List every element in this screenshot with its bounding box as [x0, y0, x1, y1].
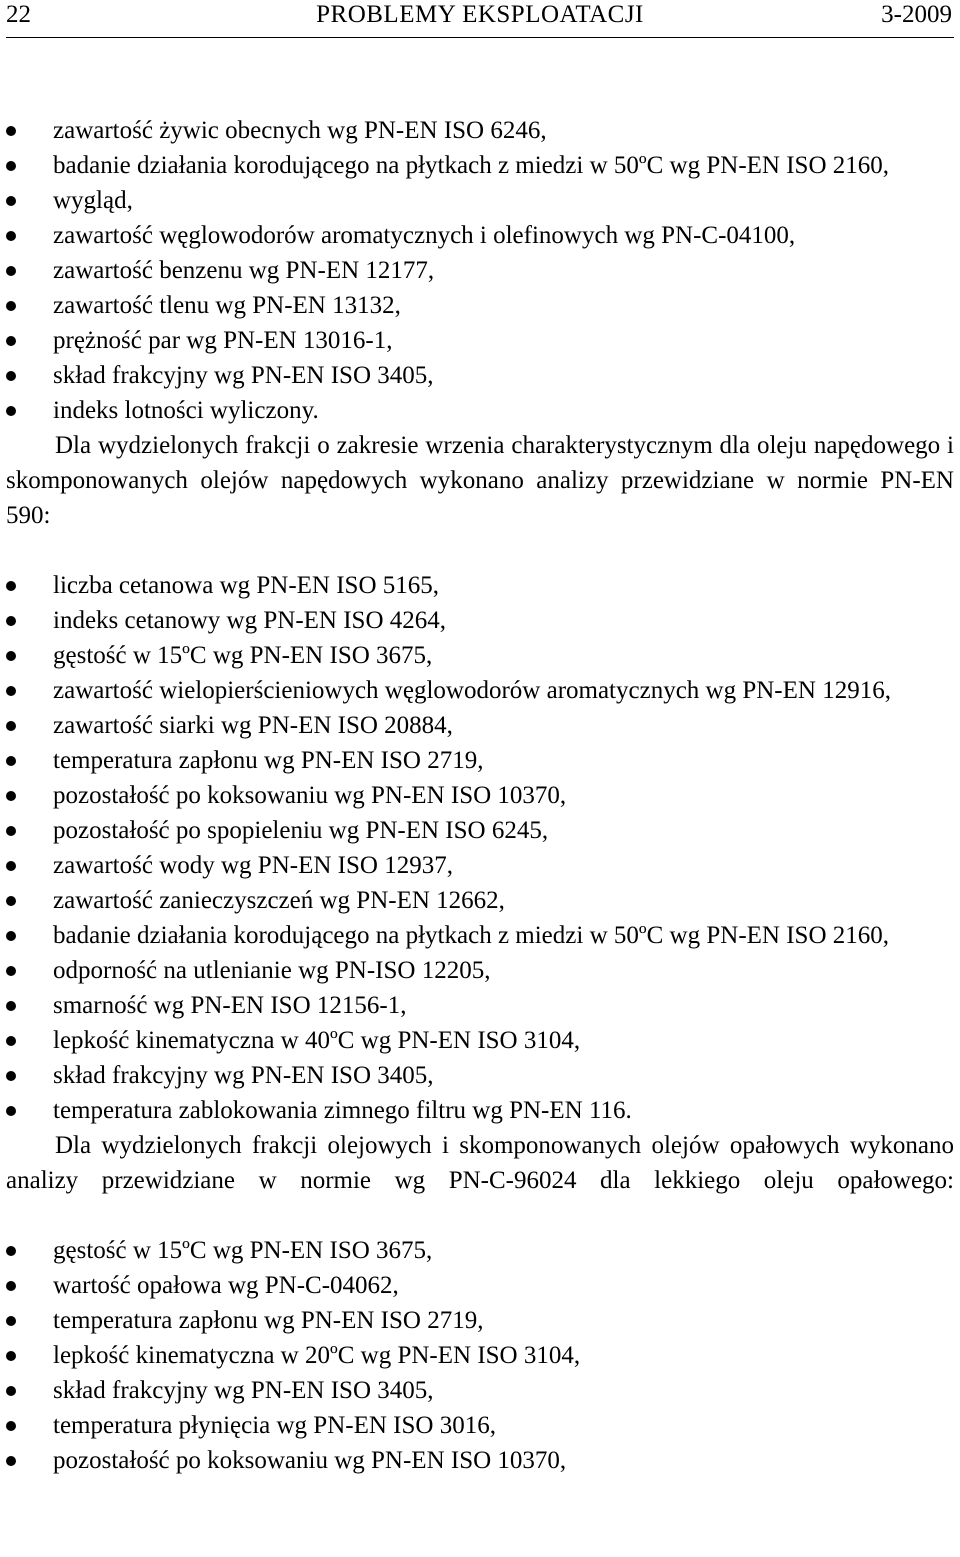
list-item	[6, 638, 954, 673]
list-item	[6, 1443, 954, 1478]
bullet-icon	[6, 616, 16, 626]
bullet-icon	[6, 861, 16, 871]
list-item-text: zawartość siarki wg PN-EN ISO 20884,	[53, 712, 453, 739]
list-item-text: gęstość w 15ºC wg PN-EN ISO 3675,	[53, 1237, 433, 1264]
list-item-text: temperatura płynięcia wg PN-EN ISO 3016,	[53, 1412, 496, 1439]
list-item	[6, 1303, 954, 1338]
list-item-text: smarność wg PN-EN ISO 12156-1,	[53, 992, 407, 1019]
list-item-text: zawartość wielopierścieniowych węglowodorów aromatycznych wg PN-EN 12916,	[53, 677, 891, 704]
list-item	[6, 1058, 954, 1093]
list-item-text: lepkość kinematyczna w 40ºC wg PN-EN ISO 3104,	[53, 1027, 581, 1054]
list-item	[6, 1338, 954, 1373]
bullet-icon	[6, 581, 16, 591]
list-item-text: lepkość kinematyczna w 20ºC wg PN-EN ISO 3104,	[53, 1342, 581, 1369]
bullet-icon	[6, 686, 16, 696]
bullet-icon	[6, 1246, 16, 1256]
list-item-text: skład frakcyjny wg PN-EN ISO 3405,	[53, 1062, 434, 1089]
page-number: 22	[6, 1, 31, 28]
bullet-icon	[6, 1281, 16, 1291]
heating-oil-tests-list	[6, 1233, 954, 1478]
list-item-text: gęstość w 15ºC wg PN-EN ISO 3675,	[53, 642, 433, 669]
list-item	[6, 1233, 954, 1268]
list-item-text: pozostałość po spopieleniu wg PN-EN ISO 6245,	[53, 817, 549, 844]
bullet-icon	[6, 1456, 16, 1466]
bullet-icon	[6, 301, 16, 311]
diesel-tests-list	[6, 568, 954, 1128]
bullet-icon	[6, 266, 16, 276]
list-item-text: wygląd,	[53, 187, 133, 214]
bullet-icon	[6, 161, 16, 171]
list-item	[6, 393, 954, 428]
diesel-paragraph: Dla wydzielonych frakcji o zakresie wrzenia charakterystycznym dla oleju napędowego i skomponowanych olejów napędowych wykonano analizy przewidziane w normie PN-EN 590:	[6, 432, 954, 529]
list-item	[6, 113, 954, 148]
list-item-text: zawartość węglowodorów aromatycznych i olefinowych wg PN-C-04100,	[53, 222, 796, 249]
list-item	[6, 1408, 954, 1443]
bullet-icon	[6, 126, 16, 136]
list-item	[6, 778, 954, 813]
bullet-icon	[6, 196, 16, 206]
heating-oil-paragraph: Dla wydzielonych frakcji olejowych i skomponowanych olejów opałowych wykonano analizy przewidziane w normie wg PN-C-96024 dla lekkiego oleju opałowego:	[6, 1132, 954, 1194]
list-item-text: zawartość wody wg PN-EN ISO 12937,	[53, 852, 453, 879]
page-header	[6, 0, 954, 38]
bullet-icon	[6, 1071, 16, 1081]
list-item-text: zawartość tlenu wg PN-EN 13132,	[53, 292, 401, 319]
list-item-text: skład frakcyjny wg PN-EN ISO 3405,	[53, 362, 434, 389]
list-item-text: prężność par wg PN-EN 13016-1,	[53, 327, 393, 354]
bullet-icon	[6, 896, 16, 906]
list-item	[6, 568, 954, 603]
list-item-text: zawartość zanieczyszczeń wg PN-EN 12662,	[53, 887, 505, 914]
list-item	[6, 148, 954, 183]
bullet-icon	[6, 1106, 16, 1116]
bullet-icon	[6, 231, 16, 241]
gasoline-tests-list	[6, 113, 954, 428]
list-item-text: pozostałość po koksowaniu wg PN-EN ISO 10370,	[53, 1447, 567, 1474]
list-item-text: indeks cetanowy wg PN-EN ISO 4264,	[53, 607, 447, 634]
bullet-icon	[6, 1351, 16, 1361]
bullet-icon	[6, 1386, 16, 1396]
issue-number: 3-2009	[881, 1, 952, 28]
list-item	[6, 1023, 954, 1058]
bullet-icon	[6, 721, 16, 731]
list-item	[6, 253, 954, 288]
list-item-text: temperatura zablokowania zimnego filtru wg PN-EN 116.	[53, 1097, 632, 1124]
bullet-icon	[6, 966, 16, 976]
list-item	[6, 288, 954, 323]
list-item-text: liczba cetanowa wg PN-EN ISO 5165,	[53, 572, 440, 599]
list-item	[6, 883, 954, 918]
list-item-text: temperatura zapłonu wg PN-EN ISO 2719,	[53, 1307, 484, 1334]
list-item	[6, 358, 954, 393]
list-item	[6, 1268, 954, 1303]
bullet-icon	[6, 826, 16, 836]
list-item	[6, 743, 954, 778]
list-item	[6, 988, 954, 1023]
list-item-text: badanie działania korodującego na płytkach z miedzi w 50ºC wg PN-EN ISO 2160,	[53, 152, 889, 179]
journal-title: PROBLEMY EKSPLOATACJI	[316, 1, 644, 28]
bullet-icon	[6, 1001, 16, 1011]
bullet-icon	[6, 651, 16, 661]
list-item	[6, 813, 954, 848]
bullet-icon	[6, 406, 16, 416]
list-item-text: pozostałość po koksowaniu wg PN-EN ISO 10370,	[53, 782, 567, 809]
bullet-icon	[6, 756, 16, 766]
list-item	[6, 918, 954, 953]
bullet-icon	[6, 371, 16, 381]
list-item	[6, 848, 954, 883]
list-item-text: skład frakcyjny wg PN-EN ISO 3405,	[53, 1377, 434, 1404]
bullet-icon	[6, 336, 16, 346]
list-item	[6, 673, 954, 708]
list-item-text: badanie działania korodującego na płytkach z miedzi w 50ºC wg PN-EN ISO 2160,	[53, 922, 889, 949]
list-item	[6, 1373, 954, 1408]
list-item	[6, 953, 954, 988]
list-item	[6, 1093, 954, 1128]
page-content	[6, 113, 954, 1478]
list-item	[6, 708, 954, 743]
bullet-icon	[6, 1421, 16, 1431]
list-item	[6, 603, 954, 638]
bullet-icon	[6, 1316, 16, 1326]
list-item	[6, 323, 954, 358]
list-item-text: wartość opałowa wg PN-C-04062,	[53, 1272, 399, 1299]
list-item-text: odporność na utlenianie wg PN-ISO 12205,	[53, 957, 491, 984]
list-item-text: zawartość żywic obecnych wg PN-EN ISO 6246,	[53, 117, 547, 144]
bullet-icon	[6, 791, 16, 801]
bullet-icon	[6, 1036, 16, 1046]
list-item-text: zawartość benzenu wg PN-EN 12177,	[53, 257, 435, 284]
list-item-text: indeks lotności wyliczony.	[53, 397, 319, 424]
list-item-text: temperatura zapłonu wg PN-EN ISO 2719,	[53, 747, 484, 774]
list-item	[6, 183, 954, 218]
list-item	[6, 218, 954, 253]
bullet-icon	[6, 931, 16, 941]
